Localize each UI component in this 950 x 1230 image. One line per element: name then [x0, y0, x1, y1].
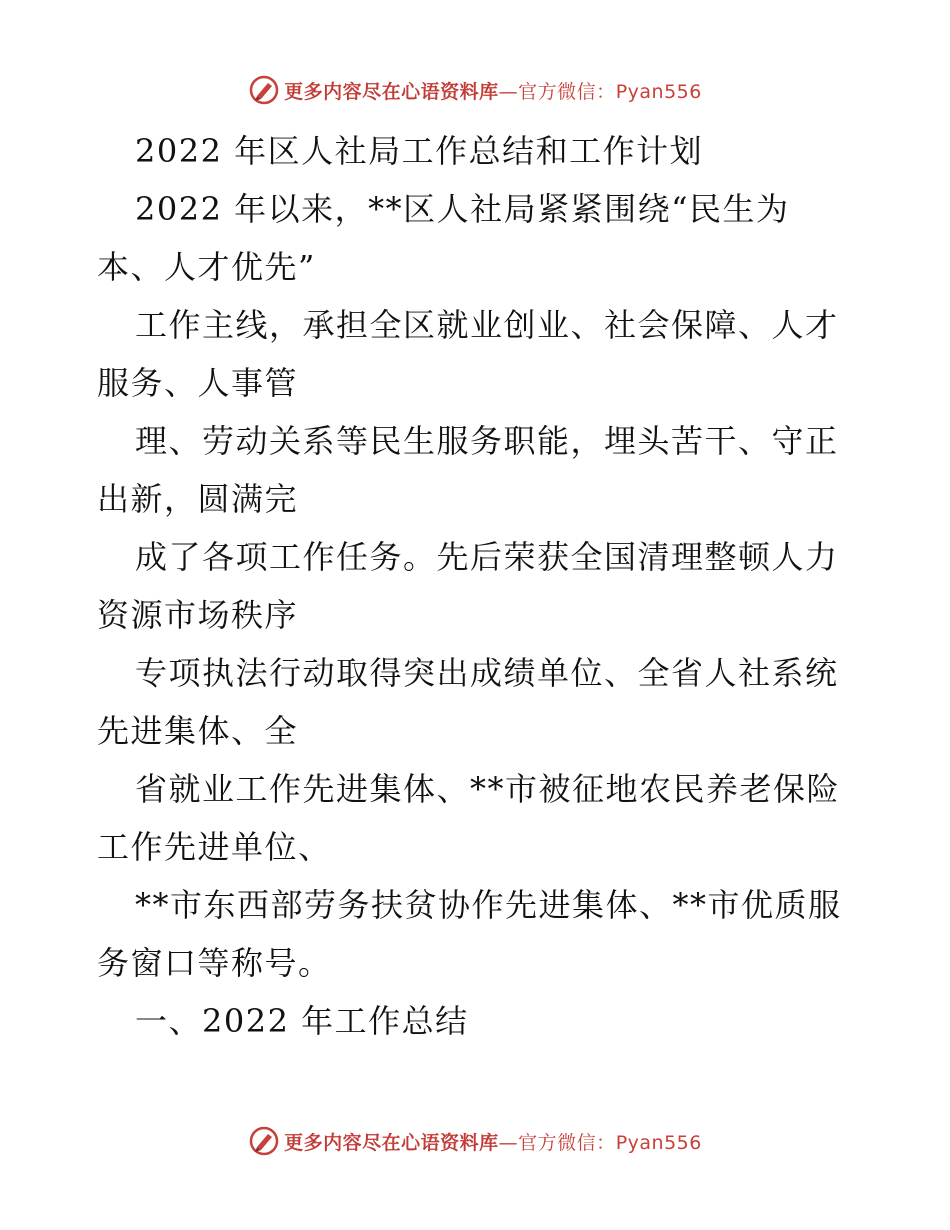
paragraph-line: 理、劳动关系等民生服务职能，埋头苦干、守正	[135, 422, 839, 460]
watermark-brand: 更多内容尽在心语资料库	[284, 1131, 499, 1154]
paragraph-line: 务窗口等称号。	[97, 944, 332, 982]
paragraph-line: 专项执法行动取得突出成绩单位、全省人社系统	[135, 654, 839, 692]
watermark-wechat-id: Pyan556	[615, 1131, 702, 1154]
watermark-text	[284, 1128, 702, 1155]
paragraph-line: 先进集体、全	[97, 712, 299, 750]
paragraph-line: 2022 年以来，**区人社局紧紧围绕“民生为	[135, 190, 790, 228]
watermark-text	[284, 77, 702, 104]
paragraph-line: 成了各项工作任务。先后荣获全国清理整顿人力	[135, 538, 839, 576]
watermark-wechat-id: Pyan556	[615, 80, 702, 103]
paragraph-line: 工作主线，承担全区就业创业、社会保障、人才	[135, 306, 839, 344]
paragraph-line: 工作先进单位、	[97, 828, 332, 866]
watermark-dash: —	[498, 1131, 519, 1154]
watermark-wechat-label: 官方微信：	[518, 1131, 616, 1154]
watermark-brand: 更多内容尽在心语资料库	[284, 80, 499, 103]
watermark-inner	[248, 74, 702, 106]
watermark-inner	[248, 1125, 702, 1157]
paragraph-line: 省就业工作先进集体、**市被征地农民养老保险	[135, 770, 841, 808]
section-heading: 一、2022 年工作总结	[135, 1002, 469, 1040]
watermark-banner-bottom	[0, 1121, 950, 1161]
watermark-banner-top	[0, 70, 950, 110]
pen-seal-logo-icon	[248, 74, 280, 106]
document-body	[97, 122, 857, 1050]
paragraph-line: 出新，圆满完	[97, 480, 299, 518]
pen-seal-logo-icon	[248, 1125, 280, 1157]
paragraph-line: 资源市场秩序	[97, 596, 299, 634]
watermark-wechat-label: 官方微信：	[518, 80, 616, 103]
paragraph-line: 服务、人事管	[97, 364, 299, 402]
paragraph-line: **市东西部劳务扶贫协作先进集体、**市优质服	[135, 886, 842, 924]
paragraph-line: 本、人才优先”	[97, 248, 316, 286]
watermark-dash: —	[498, 80, 519, 103]
document-title: 2022 年区人社局工作总结和工作计划	[135, 132, 704, 170]
